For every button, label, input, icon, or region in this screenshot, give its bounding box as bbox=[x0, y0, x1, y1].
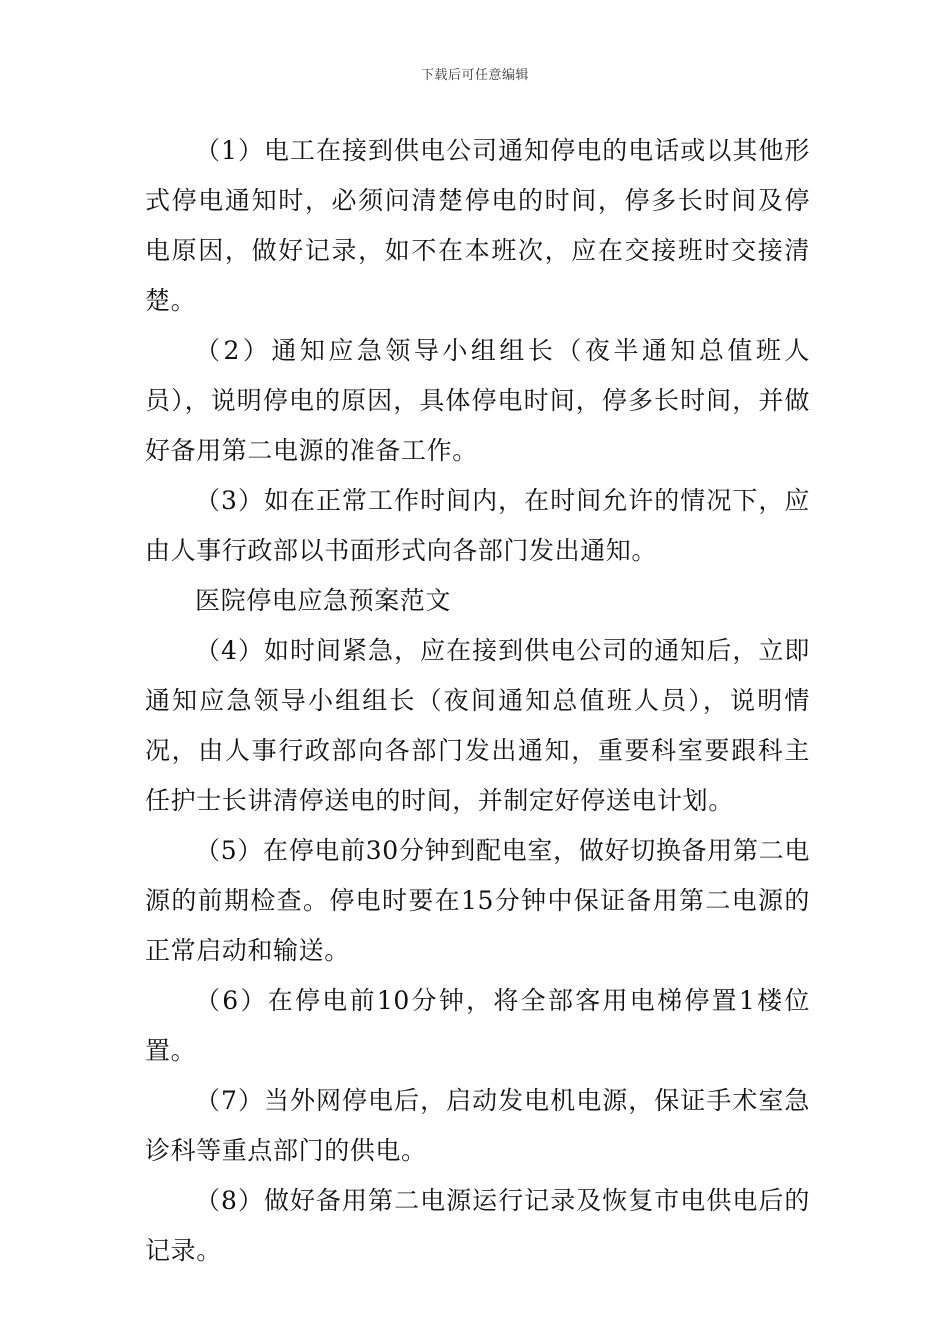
paragraph-5: （5）在停电前30分钟到配电室，做好切换备用第二电源的前期检查。停电时要在15分钟中保证备用第二电源的正常启动和输送。 bbox=[145, 836, 810, 965]
section-heading: 医院停电应急预案范文 bbox=[195, 586, 452, 615]
paragraph-8: （8）做好备用第二电源运行记录及恢复市电供电后的记录。 bbox=[145, 1186, 810, 1265]
page-header: 下载后可任意编辑 bbox=[420, 68, 529, 83]
paragraph-2: （2）通知应急领导小组组长（夜半通知总值班人员），说明停电的原因，具体停电时间，停多长时间，并做好备用第二电源的准备工作。 bbox=[145, 336, 810, 465]
paragraph-3: （3）如在正常工作时间内，在时间允许的情况下，应由人事行政部以书面形式向各部门发出通知。 bbox=[145, 486, 810, 565]
paragraph-4: （4）如时间紧急，应在接到供电公司的通知后，立即通知应急领导小组组长（夜间通知总值班人员），说明情况，由人事行政部向各部门发出通知，重要科室要跟科主任护士长讲清停送电的时间，并制定好停送电计划。 bbox=[145, 636, 810, 815]
paragraph-7: （7）当外网停电后，启动发电机电源，保证手术室急诊科等重点部门的供电。 bbox=[145, 1086, 810, 1165]
paragraph-1: （1）电工在接到供电公司通知停电的电话或以其他形式停电通知时，必须问清楚停电的时间，停多长时间及停电原因，做好记录，如不在本班次，应在交接班时交接清楚。 bbox=[145, 136, 810, 315]
document-body bbox=[145, 126, 810, 1276]
paragraph-6: （6）在停电前10分钟，将全部客用电梯停置1楼位置。 bbox=[145, 986, 810, 1065]
